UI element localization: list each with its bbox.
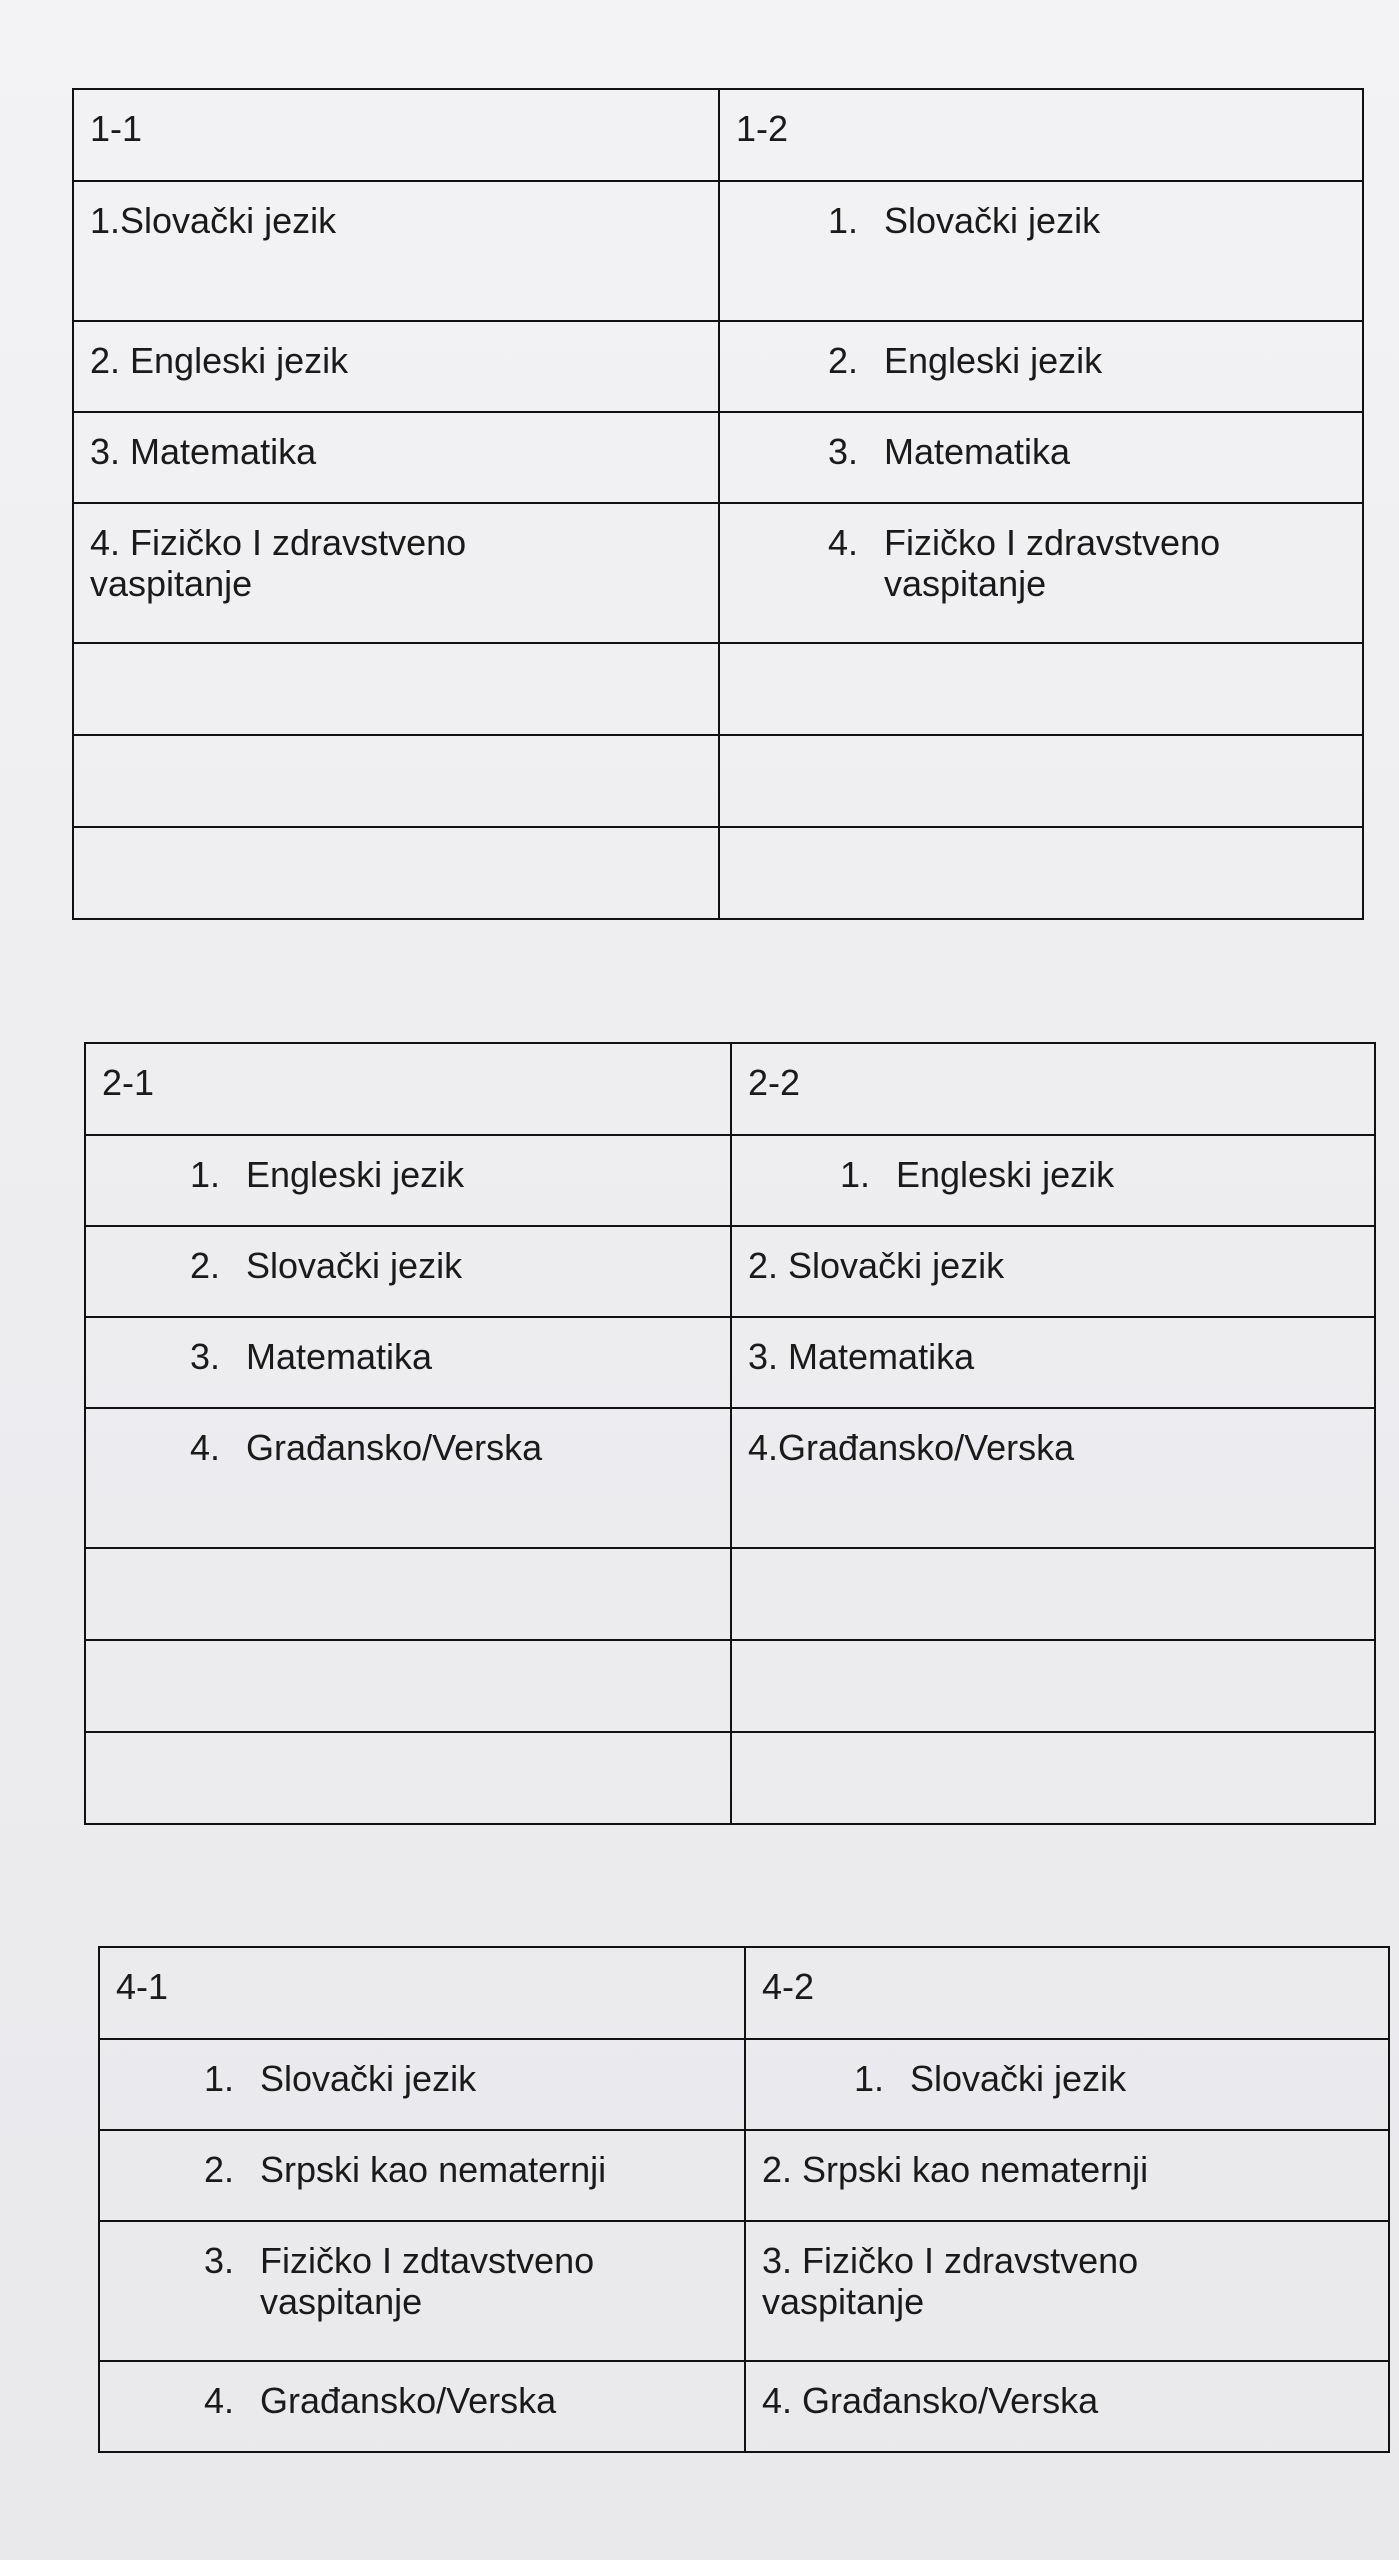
item-text: Slovački jezik xyxy=(884,200,1101,241)
item-number: 2. xyxy=(190,1245,221,1286)
table-row xyxy=(99,2130,1389,2221)
table-row-empty xyxy=(73,643,1363,735)
cell-text: 3. Matematika xyxy=(748,1336,975,1377)
item-number: 1. xyxy=(190,1154,221,1195)
table-header-cell: 4-1 xyxy=(99,1947,745,2039)
numbered-item xyxy=(736,340,1346,381)
table-cell-empty xyxy=(731,1732,1375,1824)
table-row xyxy=(73,503,1363,643)
table-row xyxy=(99,2361,1389,2452)
table-cell xyxy=(745,2039,1389,2130)
table-cell-empty xyxy=(719,643,1363,735)
cell-text: 4.Građansko/Verska xyxy=(748,1427,1075,1468)
cell-text: 3. Fizičko I zdravstveno vaspitanje xyxy=(762,2240,1139,2323)
item-number: 4. xyxy=(190,1427,221,1468)
table-header-row xyxy=(73,89,1363,181)
table-header-cell: 2-2 xyxy=(731,1043,1375,1135)
table-cell xyxy=(719,503,1363,643)
table-header-cell: 4-2 xyxy=(745,1947,1389,2039)
schedule-table-4-1-4-2 xyxy=(98,1946,1390,2453)
table-cell xyxy=(99,2130,745,2221)
numbered-item xyxy=(102,1245,714,1286)
table-cell xyxy=(745,2221,1389,2361)
numbered-item xyxy=(736,522,1346,605)
table-cell xyxy=(99,2039,745,2130)
table-cell xyxy=(73,321,719,412)
item-number: 1. xyxy=(854,2058,885,2099)
table-cell xyxy=(73,181,719,321)
item-text: Engleski jezik xyxy=(884,340,1103,381)
item-text: Građansko/Verska xyxy=(246,1427,543,1468)
table-cell-empty xyxy=(85,1640,731,1732)
schedule-table-2-1-2-2 xyxy=(84,1042,1376,1825)
cell-text: 1.Slovački jezik xyxy=(90,200,337,241)
table-row xyxy=(73,412,1363,503)
item-text: Fizičko I zdtavstveno vaspitanje xyxy=(260,2240,595,2323)
table-cell xyxy=(719,321,1363,412)
table-cell-empty xyxy=(73,643,719,735)
table-cell xyxy=(745,2361,1389,2452)
item-number: 3. xyxy=(204,2240,235,2281)
table-cell xyxy=(731,1317,1375,1408)
table-row xyxy=(99,2039,1389,2130)
item-number: 4. xyxy=(204,2380,235,2421)
numbered-item xyxy=(116,2058,728,2099)
cell-text: 4. Građansko/Verska xyxy=(762,2380,1099,2421)
numbered-item xyxy=(102,1154,714,1195)
table-cell xyxy=(731,1408,1375,1548)
table-header-row xyxy=(99,1947,1389,2039)
cell-text: 2. Srpski kao nematernji xyxy=(762,2149,1149,2190)
table-cell-empty xyxy=(73,827,719,919)
item-number: 2. xyxy=(828,340,859,381)
cell-text: 4. Fizičko I zdravstveno vaspitanje xyxy=(90,522,467,605)
table-row xyxy=(85,1135,1375,1226)
table-row xyxy=(73,321,1363,412)
item-text: Engleski jezik xyxy=(896,1154,1115,1195)
item-number: 1. xyxy=(204,2058,235,2099)
item-text: Slovački jezik xyxy=(910,2058,1127,2099)
table-cell-empty xyxy=(719,735,1363,827)
item-number: 1. xyxy=(840,1154,871,1195)
table-row-empty xyxy=(85,1548,1375,1640)
table-cell xyxy=(719,181,1363,321)
table-cell xyxy=(99,2361,745,2452)
cell-text: 2. Slovački jezik xyxy=(748,1245,1005,1286)
table-cell xyxy=(731,1135,1375,1226)
numbered-item xyxy=(762,2058,1372,2099)
table-row xyxy=(85,1226,1375,1317)
numbered-item xyxy=(116,2149,728,2190)
table-cell xyxy=(85,1135,731,1226)
table-cell xyxy=(85,1226,731,1317)
table-cell-empty xyxy=(85,1548,731,1640)
numbered-item xyxy=(748,1154,1358,1195)
schedule-table-1-1-1-2 xyxy=(72,88,1364,920)
table-row-empty xyxy=(85,1640,1375,1732)
numbered-item xyxy=(116,2380,728,2421)
table-row xyxy=(73,181,1363,321)
table-cell-empty xyxy=(85,1732,731,1824)
table-header-cell: 1-2 xyxy=(719,89,1363,181)
numbered-item xyxy=(736,200,1346,241)
item-text: Srpski kao nematernji xyxy=(260,2149,607,2190)
item-text: Engleski jezik xyxy=(246,1154,465,1195)
table-cell xyxy=(73,412,719,503)
item-number: 1. xyxy=(828,200,859,241)
table-row xyxy=(85,1317,1375,1408)
item-text: Matematika xyxy=(884,431,1071,472)
item-text: Matematika xyxy=(246,1336,433,1377)
table-cell xyxy=(731,1226,1375,1317)
item-text: Građansko/Verska xyxy=(260,2380,557,2421)
table-row xyxy=(99,2221,1389,2361)
table-cell xyxy=(85,1317,731,1408)
table-cell-empty xyxy=(73,735,719,827)
table-cell-empty xyxy=(731,1640,1375,1732)
item-text: Slovački jezik xyxy=(260,2058,477,2099)
table-cell xyxy=(719,412,1363,503)
table-header-row xyxy=(85,1043,1375,1135)
table-cell-empty xyxy=(731,1548,1375,1640)
table-cell xyxy=(745,2130,1389,2221)
table-row xyxy=(85,1408,1375,1548)
table-cell xyxy=(99,2221,745,2361)
cell-text: 3. Matematika xyxy=(90,431,317,472)
table-header-cell: 1-1 xyxy=(73,89,719,181)
numbered-item xyxy=(116,2240,728,2323)
cell-text: 2. Engleski jezik xyxy=(90,340,349,381)
item-text: Fizičko I zdravstveno vaspitanje xyxy=(884,522,1221,605)
table-header-cell: 2-1 xyxy=(85,1043,731,1135)
numbered-item xyxy=(102,1427,714,1468)
item-number: 2. xyxy=(204,2149,235,2190)
item-text: Slovački jezik xyxy=(246,1245,463,1286)
item-number: 3. xyxy=(190,1336,221,1377)
table-cell-empty xyxy=(719,827,1363,919)
table-cell xyxy=(73,503,719,643)
numbered-item xyxy=(736,431,1346,472)
table-row-empty xyxy=(85,1732,1375,1824)
table-cell xyxy=(85,1408,731,1548)
numbered-item xyxy=(102,1336,714,1377)
item-number: 3. xyxy=(828,431,859,472)
table-row-empty xyxy=(73,827,1363,919)
item-number: 4. xyxy=(828,522,859,563)
table-row-empty xyxy=(73,735,1363,827)
